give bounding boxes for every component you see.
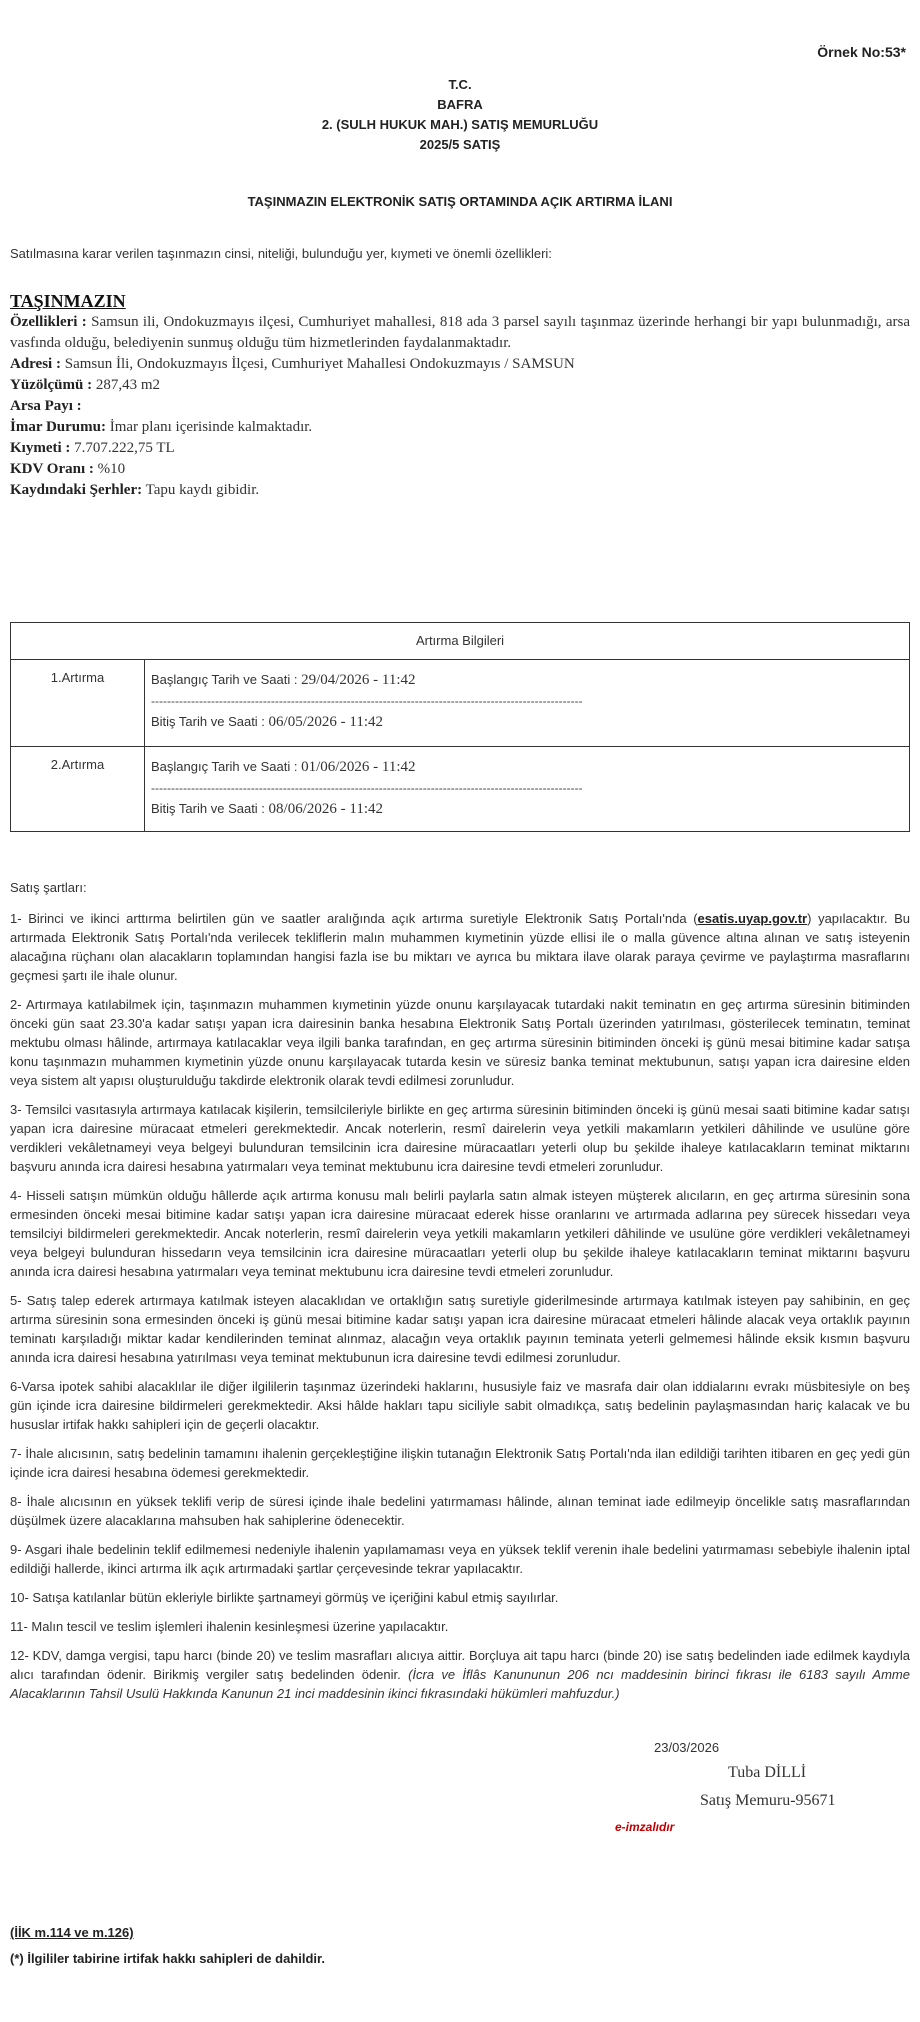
sample-number: Örnek No:53* [817, 44, 906, 60]
property-area: Yüzölçümü : 287,43 m2 [10, 377, 161, 393]
property-vat: KDV Oranı : %10 [10, 461, 126, 477]
auction-table [10, 622, 910, 832]
round-start-value: 29/04/2026 - 11:42 [301, 672, 416, 688]
property-address: Adresi : Samsun İli, Ondokuzmayıs İlçesi, Cumhuriyet Mahallesi Ondokuzmayıs / SAMSUN [10, 356, 575, 372]
condition-item-10: 10- Satışa katılanlar bütün ekleriyle birlikte şartnameyi görmüş ve içeriğini kabul etmiş sayılırlar. [10, 1590, 559, 1605]
property-land-share: Arsa Payı : [10, 398, 82, 414]
property-section [10, 290, 910, 501]
condition-item-1: 1- Birinci ve ikinci arttırma belirtilen gün ve saatler aralığında açık artırma suretiyle Elektronik Satış Portalı'nda (esatis.uyap.gov.tr) yapılacaktır. Bu artırmada Elektronik Satış Portalı'nda verilecek tekliflerin malın muhammen kıymetinin yüzde ellisi ile o malla güvence altına alınan ve satış isteyenin alacağına rüçhanı olan alacakların toplamından hangisi fazla ise bu miktarı ve ayrıca bu miktara ilave olarak paraya çevirme ve paylaştırma masraflarını geçmesi şartı ile ihale olunur. [10, 911, 910, 983]
round-dates [151, 757, 771, 819]
esatis-link[interactable]: esatis.uyap.gov.tr [697, 911, 808, 926]
auction-round-2 [11, 746, 909, 832]
round-separator: ------------------------------------------------------------------------------------------------------------ [151, 694, 583, 708]
document-title: TAŞINMAZIN ELEKTRONİK SATIŞ ORTAMINDA AÇIK ARTIRMA İLANI [247, 194, 673, 209]
footnote: (*) İlgililer tabirine irtifak hakkı sahipleri de dahildir. [10, 1951, 325, 1966]
conditions-title: Satış şartları: [10, 880, 87, 895]
property-value: Kıymeti : 7.707.222,75 TL [10, 440, 175, 456]
document-header [0, 75, 920, 155]
condition-item-2: 2- Artırmaya katılabilmek için, taşınmazın muhammen kıymetinin yüzde onunu karşılayacak tutardaki nakit teminatın en geç artırma süresinin bitiminden önceki gün saat 23.30'a kadar satışı yapan icra dairesinin banka hesabına Elektronik Satış Portalı üzerinden yatırılması, gösterilecek teminatın, teminat mektubu olması hâlinde, artırmaya katılacaklar veya ilgili banka tarafından, en geç artırma süresinin bitiminden önceki iş günü mesai bitimine kadar satışa konu taşınmazın muhammen kıymetinin yüzde onunu karşılayacak tutarda kesin ve süresiz banka teminat mektubunun, satışı yapan icra dairesine elden veya sistem alt yapısı oluşturulduğu takdirde elektronik olarak tevdi edilmesi zorunludur. [10, 997, 910, 1088]
signer-name: Tuba DİLLİ [728, 1764, 807, 1781]
condition-item-3: 3- Temsilci vasıtasıyla artırmaya katılacak kişilerin, temsilcileriyle birlikte en geç artırma süresinin bitiminden önceki iş günü mesai saati bitimine kadar satışı yapan icra dairesine müracaat etmeleri gerekmektedir. Ancak noterlerin, resmî dairelerin veya yetkili makamların yetkileri dâhilinde ve usulüne göre verdikleri vekâletnameyi veya belgeyi bulunduran temsilcinin icra dairesine müracaatları yeterli olup bu şekilde ihaleye katılacakların teminat miktarını başvuru anında icra dairesi hesabına yatırmaları veya teminat mektubunu icra dairesine tevdi etmeleri zorunludur. [10, 1102, 910, 1174]
header-line-city: BAFRA [437, 97, 483, 112]
condition-item-11: 11- Malın tescil ve teslim işlemleri ihalenin kesinleşmesi üzerine yapılacaktır. [10, 1619, 449, 1634]
law-reference: (İİK m.114 ve m.126) [10, 1925, 134, 1940]
footer-notes [10, 1920, 325, 1972]
round-label: 2.Artırma [11, 747, 145, 832]
round-end-value: 06/05/2026 - 11:42 [268, 714, 383, 730]
round-separator: ------------------------------------------------------------------------------------------------------------ [151, 781, 583, 795]
condition-item-6: 6-Varsa ipotek sahibi alacaklılar ile diğer ilgililerin taşınmaz üzerindeki haklarını, hususiyle faiz ve masrafa dair olan iddialarını evrakı müsbitesiyle on beş gün içinde icra dairesine bildirmeleri gerekmektedir. Aksi hâlde hakları tapu siciliyle sabit olmadıkça, satış bedelinin paylaşmasından hariç kalacak ve bu hususlar irtifak hakkı sahipleri için de geçerli olacaktır. [10, 1379, 910, 1432]
round-end: Bitiş Tarih ve Saati : 08/06/2026 - 11:42 [151, 801, 383, 817]
condition-item-9: 9- Asgari ihale bedelinin teklif edilmemesi nedeniyle ihalenin yapılamaması veya en yüksek teklif verenin ihale bedelini yatırmaması sebebiyle ihalenin iptal edildiği hallerde, ikinci artırma ilk açık artırmadaki şartlar çerçevesinde tekrar yapılacaktır. [10, 1542, 910, 1576]
intro-text: Satılmasına karar verilen taşınmazın cinsi, niteliği, bulunduğu yer, kıymeti ve önemli özellikleri: [10, 246, 552, 261]
round-start: Başlangıç Tarih ve Saati : 29/04/2026 - 11:42 [151, 672, 416, 688]
signer-role: Satış Memuru-95671 [700, 1792, 836, 1809]
condition-item-4: 4- Hisseli satışın mümkün olduğu hâllerde açık artırma konusu malı belirli paylarla satın almak isteyen müşterek alıcıların, en geç artırma süresinin sona ermesinden önceki mesai bitimine kadar satışı yapan icra dairesine müracaat ederek hisse oranlarını ve artırmada adlarına pey sürecek hissedarı veya temsilciyi bildirmeleri gerekmektedir. Ancak noterlerin, resmî dairelerin veya yetkili makamların yetkileri dâhilinde ve usulüne göre verdikleri vekâletnameyi veya belgeyi bulunduran hissedarın veya temsilcinin icra dairesine müracaatları yeterli olup bu şekilde ihaleye katılacakların teminat miktarını başvuru anında icra dairesi hesabına yatırmaları veya teminat mektubunu icra dairesine tevdi etmeleri zorunludur. [10, 1188, 910, 1279]
condition-item-5: 5- Satış talep ederek artırmaya katılmak isteyen alacaklıdan ve ortaklığın satış suretiyle giderilmesinde artırmaya katılmak isteyen pay sahibinin, en geç artırma süresinin sona ermesinden önceki iş günü mesai bitimine kadar satışı yapan icra dairesine müracaat etmeleri hâlinde alacak veya ortaklık payının teminatı karşıladığı miktar kadar kendilerinden teminat alınmaz, alacağın veya ortaklık payının teminata yeterli gelmemesi hâlinde eksik kısmın başvuru anında icra dairesi hesabına yatırılması veya teminat mektubunun icra dairesine tevdi edilmesi zorunludur. [10, 1293, 910, 1365]
property-features: Özellikleri : Samsun ili, Ondokuzmayıs ilçesi, Cumhuriyet mahallesi, 818 ada 3 parsel sayılı taşınmaz üzerinde herhangi bir yapı bulunmadığı, arsa vasfında olduğu, belediyenin sunmuş olduğu tüm hizmetlerinden faydalanmaktadır. [10, 314, 910, 351]
round-end: Bitiş Tarih ve Saati : 06/05/2026 - 11:42 [151, 714, 383, 730]
header-line-office: 2. (SULH HUKUK MAH.) SATIŞ MEMURLUĞU [321, 117, 599, 132]
property-annotations: Kaydındaki Şerhler: Tapu kaydı gibidir. [10, 482, 260, 498]
round-end-value: 08/06/2026 - 11:42 [268, 801, 383, 817]
property-zoning: İmar Durumu: İmar planı içerisinde kalmaktadır. [10, 419, 313, 435]
esignature-note: e-imzalıdır [615, 1820, 675, 1834]
header-line-case: 2025/5 SATIŞ [419, 137, 501, 152]
sale-conditions [10, 878, 910, 1713]
auction-round-1 [11, 660, 909, 746]
auction-table-heading: Artırma Bilgileri [11, 623, 909, 660]
round-dates [151, 670, 771, 732]
signature-date: 23/03/2026 [654, 1740, 720, 1755]
condition-item-8: 8- İhale alıcısının en yüksek teklifi verip de süresi içinde ihale bedelini yatırmaması hâlinde, alınan teminat iade edilmeyip öncelikle satış masraflarından düşülmek üzere alacaklarına mahsuben hak sahiplerine ödenecektir. [10, 1494, 910, 1528]
condition-item-12: 12- KDV, damga vergisi, tapu harcı (binde 20) ve teslim masrafları alıcıya aittir. Borçluya ait tapu harcı (binde 20) ise satış bedelinden iade edilmek kaydıyla alıcı tarafından ödenir. Birikmiş vergiler satış bedelinden ödenir. (İcra ve İflâs Kanununun 206 ncı maddesinin birinci fıkrası ile 6183 sayılı Amme Alacaklarının Tahsil Usulü Hakkında Kanunun 21 inci maddesinin ikinci fıkrasındaki hükümleri mahfuzdur.) [10, 1648, 910, 1701]
round-label: 1.Artırma [11, 660, 145, 746]
round-start-value: 01/06/2026 - 11:42 [301, 759, 416, 775]
round-start: Başlangıç Tarih ve Saati : 01/06/2026 - 11:42 [151, 759, 416, 775]
header-line-tc: T.C. [448, 77, 472, 92]
property-title: TAŞINMAZIN [10, 291, 126, 311]
condition-item-7: 7- İhale alıcısının, satış bedelinin tamamını ihalenin gerçekleştiğine ilişkin tutanağın Elektronik Satış Portalı'nda ilan edildiği tarihten itibaren en geç yedi gün içinde icra dairesi hesabına ödemesi gerekmektedir. [10, 1446, 910, 1480]
